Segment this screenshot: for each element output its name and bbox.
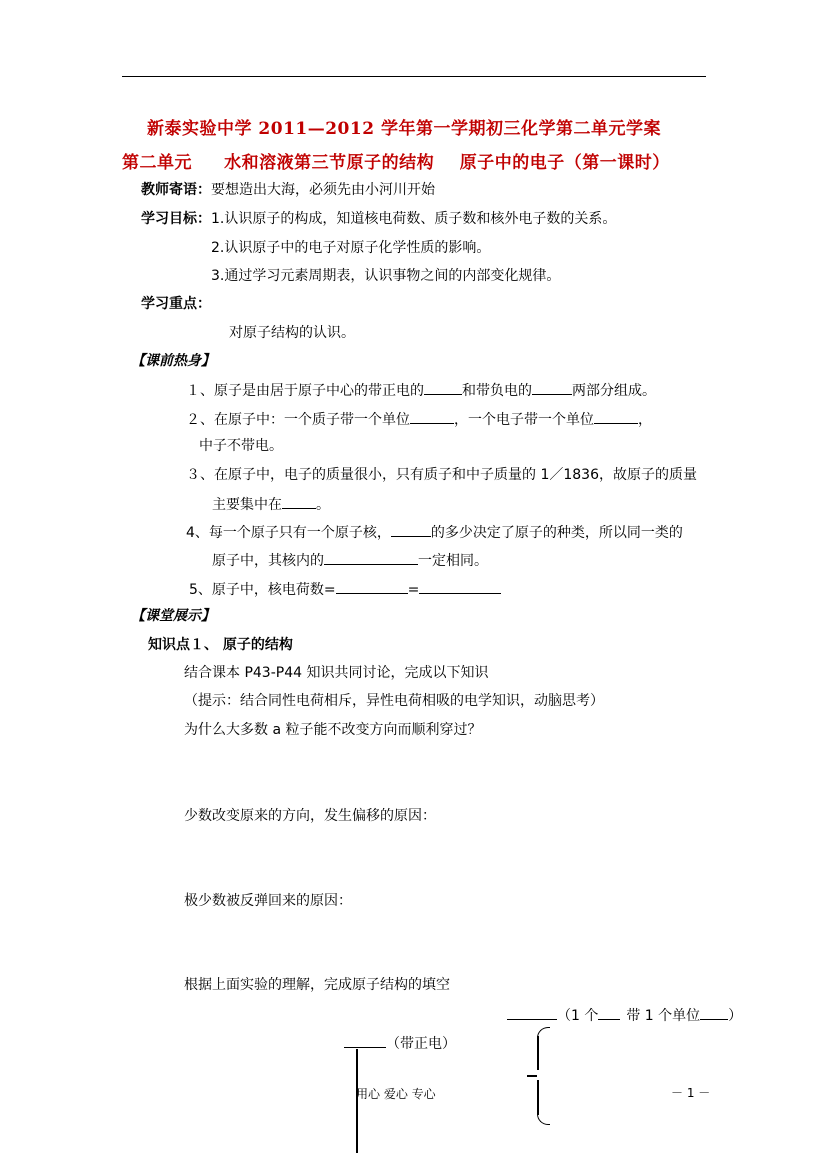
question-rebounded: 极少数被反弹回来的原因： (184, 893, 352, 909)
blank-field[interactable] (391, 522, 431, 537)
nucleus-fill-line: （带正电） (344, 1033, 456, 1054)
proton-fill-line: （1 个 带 1 个单位 ） (507, 1005, 742, 1026)
teacher-message (141, 180, 435, 200)
blank-field[interactable] (594, 409, 638, 424)
blank-field[interactable] (336, 579, 408, 594)
blank-field[interactable] (324, 550, 418, 565)
blank-field[interactable] (419, 579, 501, 594)
warmup-question-4: 4、每一个原子只有一个原子核， 的多少决定了原子的种类，所以同一类的 (186, 522, 683, 543)
curly-brace (537, 1027, 550, 1038)
teacher-message-text: 要想造出大海，必须先由小河川开始 (211, 182, 435, 198)
header-rule (122, 76, 706, 77)
warmup-question-2-cont: 中子不带电。 (199, 438, 283, 454)
document-title: 新泰实验中学 2011—2012 学年第一学期初三化学第二单元学案 (147, 119, 661, 139)
blank-field[interactable] (282, 494, 316, 509)
warmup-question-1: １、原子是由居于原子中心的带正电的 和带负电的 两部分组成。 (186, 380, 656, 401)
blank-field[interactable] (532, 380, 572, 395)
warmup-question-3-cont: 主要集中在 。 (212, 494, 330, 515)
learning-goals (141, 209, 616, 229)
question-most-particles: 为什么大多数 a 粒子能不改变方向而顺利穿过？ (184, 722, 482, 738)
warmup-question-5: 5、原子中，核电荷数= = (189, 579, 501, 600)
page-number: － 1 － (671, 1086, 711, 1100)
blank-field[interactable] (507, 1005, 557, 1020)
discussion-hint: （提示：结合同性电荷相斥，异性电荷相吸的电学知识，动脑思考） (184, 693, 604, 709)
learning-focus-text: 对原子结构的认识。 (229, 325, 355, 341)
warmup-question-4-cont: 原子中，其核内的 一定相同。 (212, 550, 488, 571)
knowledge-point-title: 知识点１、 原子的结构 (148, 637, 293, 653)
warmup-question-2: ２、在原子中：一个质子带一个单位 ，一个电子带一个单位 ， (186, 409, 652, 430)
learning-goal-1: 1.认识原子的构成，知道核电荷数、质子数和核外电子数的关系。 (211, 211, 617, 227)
learning-focus-label: 学习重点： (141, 296, 211, 312)
question-few-deflected: 少数改变原来的方向，发生偏移的原因： (184, 808, 436, 824)
learning-goal-3: 3.通过学习元素周期表，认识事物之间的内部变化规律。 (211, 268, 561, 284)
warmup-question-3: ３、在原子中，电子的质量很小，只有质子和中子质量的 1／1836，故原子的质量 (186, 467, 697, 483)
discussion-instruction: 结合课本 P43-P44 知识共同讨论，完成以下知识 (184, 665, 489, 681)
teacher-message-label: 教师寄语： (141, 182, 211, 198)
blank-field[interactable] (700, 1005, 728, 1020)
document-subtitle: 第二单元 水和溶液第三节原子的结构 原子中的电子（第一课时） (122, 153, 670, 173)
warmup-heading: 【课前热身】 (131, 353, 215, 369)
learning-goals-label: 学习目标： (141, 211, 211, 227)
blank-field[interactable] (344, 1033, 386, 1048)
footer-motto: 用心 爱心 专心 (356, 1087, 436, 1101)
blank-field[interactable] (598, 1005, 620, 1020)
blank-field[interactable] (410, 409, 454, 424)
learning-goal-2: 2.认识原子中的电子对原子化学性质的影响。 (211, 240, 491, 256)
structure-fill-instruction: 根据上面实验的理解，完成原子结构的填空 (184, 977, 450, 993)
classroom-heading: 【课堂展示】 (131, 608, 215, 624)
blank-field[interactable] (424, 380, 462, 395)
